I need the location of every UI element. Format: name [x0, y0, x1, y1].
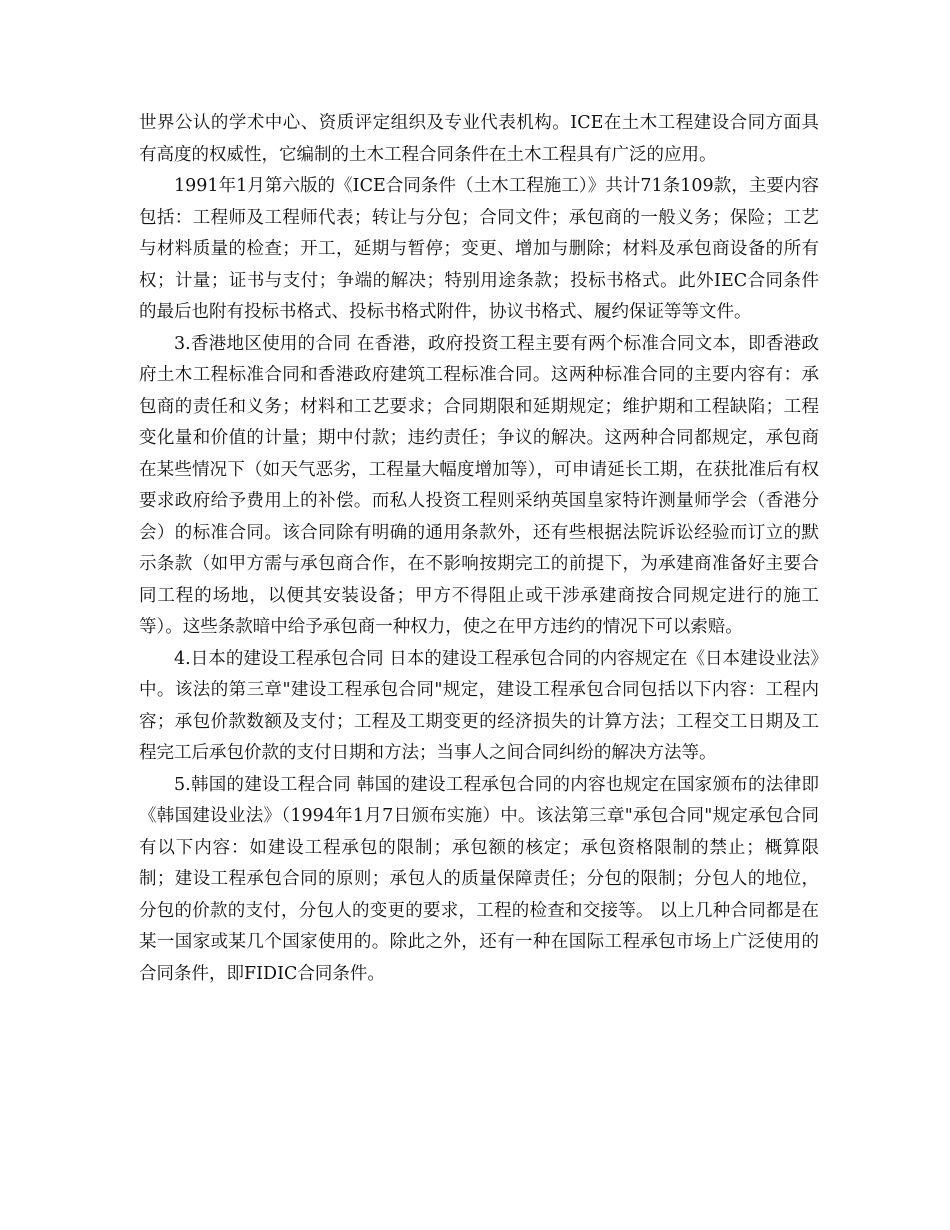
paragraph-hongkong: 3.香港地区使用的合同 在香港，政府投资工程主要有两个标准合同文本，即香港政府土木工程标准合同和香港政府建筑工程标准合同。这两种标准合同的主要内容有：承包商的责任和义务；材料和工艺要求；合同期限和延期规定；维护期和工程缺陷；工程变化量和价值的计量；期中付款；违约责任；争议的解决。这两种合同都规定，承包商在某些情况下（如天气恶劣，工程量大幅度增加等），可申请延长工期，在获批准后有权要求政府给予费用上的补偿。而私人投资工程则采纳英国皇家特许测量师学会（香港分会）的标准合同。该合同除有明确的通用条款外，还有些根据法院诉讼经验而订立的默示条款（如甲方需与承包商合作，在不影响按期完工的前提下，为承建商准备好主要合同工程的场地，以便其安装设备；甲方不得阻止或干涉承建商按合同规定进行的施工等）。这些条款暗中给予承包商一种权力，使之在甲方违约的情况下可以索赔。 [139, 333, 819, 637]
document-body [139, 108, 819, 990]
paragraph-ice-intro: 世界公认的学术中心、资质评定组织及专业代表机构。ICE在土木工程建设合同方面具有高度的权威性，它编制的土木工程合同条件在土木工程具有广泛的应用。 [139, 113, 819, 165]
paragraph-japan: 4.日本的建设工程承包合同 日本的建设工程承包合同的内容规定在《日本建设业法》中。该法的第三章"建设工程承包合同"规定，建设工程承包合同包括以下内容：工程内容；承包价款数额及支付；工程及工期变更的经济损失的计算方法；工程交工日期及工程完工后承包价款的支付日期和方法；当事人之间合同纠纷的解决方法等。 [139, 648, 819, 763]
paragraph-ice-1991: 1991年1月第六版的《ICE合同条件（土木工程施工）》共计71条109款，主要内容包括：工程师及工程师代表；转让与分包；合同文件；承包商的一般义务；保险；工艺与材料质量的检查；开工，延期与暂停；变更、增加与删除；材料及承包商设备的所有权；计量；证书与支付；争端的解决；特别用途条款；投标书格式。此外IEC合同条件的最后也附有投标书格式、投标书格式附件，协议书格式、履约保证等等文件。 [139, 176, 819, 322]
paragraph-korea: 5.韩国的建设工程合同 韩国的建设工程承包合同的内容也规定在国家颁布的法律即《韩国建设业法》（1994年1月7日颁布实施）中。该法第三章"承包合同"规定承包合同有以下内容：如建设工程承包的限制；承包额的核定；承包资格限制的禁止；概算限制；建设工程承包合同的原则；承包人的质量保障责任；分包的限制；分包人的地位，分包的价款的支付，分包人的变更的要求，工程的检查和交接等。 以上几种合同都是在某一国家或某几个国家使用的。除此之外，还有一种在国际工程承包市场上广泛使用的合同条件，即FIDIC合同条件。 [139, 774, 819, 984]
